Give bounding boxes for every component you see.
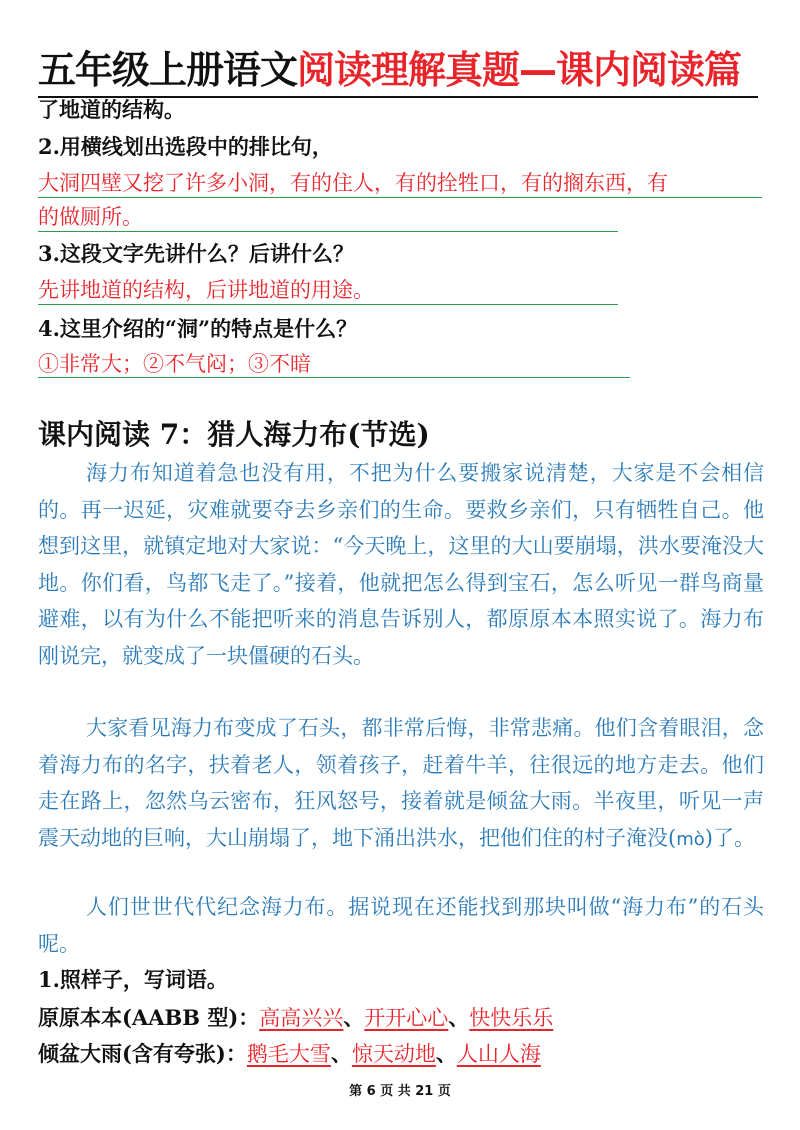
separator: 、 xyxy=(448,1005,470,1030)
question-2: 2.用横线划出选段中的排比句， xyxy=(38,134,333,159)
answer-underline xyxy=(38,231,618,232)
answer-word: 快快乐乐 xyxy=(469,1006,554,1030)
title-black-part: 五年级上册语文 xyxy=(38,48,298,92)
answer-2-line1: 大洞四壁又挖了许多小洞，有的住人，有的拴牲口，有的搁东西，有 xyxy=(38,171,668,195)
question-4: 4.这里介绍的“洞”的特点是什么？ xyxy=(38,316,358,341)
answer-word: 惊天动地 xyxy=(351,1042,436,1066)
answer-4: ①非常大；②不气闷；③不暗 xyxy=(38,352,311,376)
answer-2-line2: 的做厕所。 xyxy=(38,205,143,229)
section-title: 课内阅读 7：猎人海力布(节选) xyxy=(38,418,430,451)
answer-underline xyxy=(38,304,618,305)
passage-paragraph-1: 海力布知道着急也没有用，不把为什么要搬家说清楚，大家是不会相信的。再一迟延，灾难就要夺去乡亲们的生命。要救乡亲们，只有牺牲自己。他想到这里，就镇定地对大家说：“今天晚上，这里的大山要崩塌，洪水要淹没大地。你们看，鸟都飞走了。”接着，他就把怎么得到宝石，怎么听见一群鸟商量避难，以有为什么不能把听来的消息告诉别人，都原原本本照实说了。海力布刚说完，就变成了一块僵硬的石头。 xyxy=(38,461,764,668)
separator: 、 xyxy=(330,1041,352,1066)
separator: 、 xyxy=(435,1041,457,1066)
answer-word: 开开心心 xyxy=(364,1006,449,1030)
page-title xyxy=(38,44,758,98)
page-number: 第 6 页 共 21 页 xyxy=(349,1084,451,1099)
row-label: 原原本本(AABB 型)： xyxy=(38,1005,260,1030)
row-label: 倾盆大雨(含有夸张)： xyxy=(38,1041,247,1066)
answer-3: 先讲地道的结构，后讲地道的用途。 xyxy=(38,278,374,302)
pinyin-annotation: mò xyxy=(676,828,705,850)
exercise-row-exaggeration xyxy=(38,1039,541,1069)
answer-word: 高高兴兴 xyxy=(259,1006,344,1030)
exercise-question-1: 1.照样子，写词语。 xyxy=(38,967,228,992)
answer-underline xyxy=(38,377,630,378)
separator: 、 xyxy=(343,1005,365,1030)
answer-word: 鹅毛大雪 xyxy=(246,1042,331,1066)
passage-paragraph-3: 人们世世代代纪念海力布。据说现在还能找到那块叫做“海力布”的石头呢。 xyxy=(38,895,764,956)
paragraph-2-text: 大家看见海力布变成了石头，都非常后悔，非常悲痛。他们含着眼泪，念着海力布的名字，扶着老人，领着孩子，赶着牛羊，往很远的地方走去。他们走在路上，忽然乌云密布，狂风怒号，接着就是倾盆大雨。半夜里，听见一声震天动地的巨响，大山崩塌了，地下涌出洪水，把他们住的村子淹没( xyxy=(38,716,764,850)
answer-underline xyxy=(38,197,762,198)
paragraph-2-end: )了。 xyxy=(704,825,755,850)
question-3: 3.这段文字先讲什么？后讲什么？ xyxy=(38,241,354,266)
exercise-row-aabb xyxy=(38,1003,553,1033)
passage-paragraph-2 xyxy=(38,710,764,895)
previous-answer-tail: 了地道的结构。 xyxy=(38,97,185,122)
title-red-part: 阅读理解真题—课内阅读篇 xyxy=(297,48,742,92)
answer-word: 人山人海 xyxy=(456,1042,541,1066)
